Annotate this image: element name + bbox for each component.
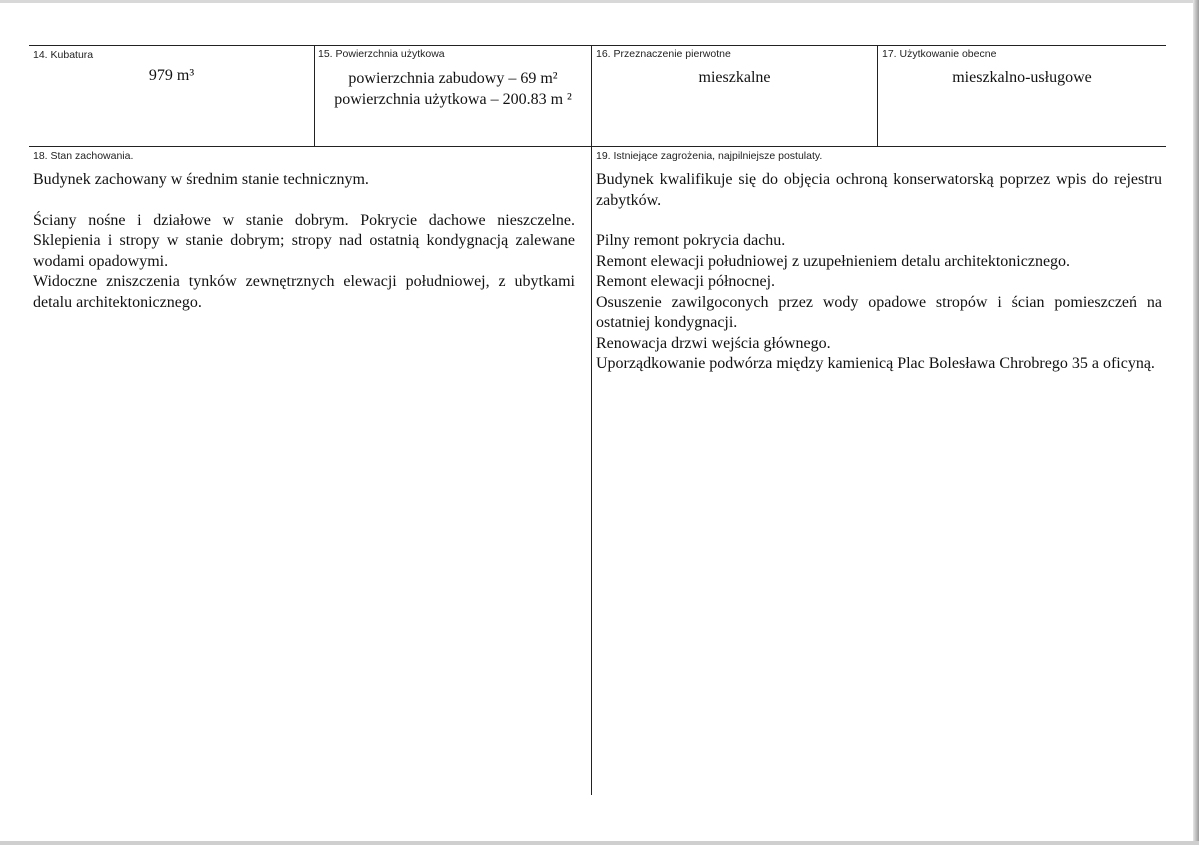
scan-edge-top <box>0 0 1199 3</box>
postulat-item: Uporządkowanie podwórza między kamienicą Plac Bolesława Chrobrego 35 a oficyną. <box>596 355 1155 372</box>
field-label-przeznaczenie: 16. Przeznaczenie pierwotne <box>596 48 731 60</box>
postulat-item: Remont elewacji północnej. <box>596 273 776 290</box>
powierzchnia-zabudowy: powierzchnia zabudowy – 69 m² <box>348 70 558 87</box>
postulat-item: Renowacja drzwi wejścia głównego. <box>596 334 831 352</box>
row-divider <box>29 146 1166 147</box>
column-divider-3 <box>877 45 878 147</box>
field-label-powierzchnia: 15. Powierzchnia użytkowa <box>318 48 445 60</box>
przeznaczenie-value: mieszkalne <box>698 69 771 86</box>
field-label-zagrozenia: 19. Istniejące zagrożenia, najpilniejsze postulaty. <box>596 150 823 162</box>
postulat-item: Osuszenie zawilgoconych przez wody opadowe stropów i ścian pomieszczeń na ostatniej kondygnacji. <box>596 293 1162 331</box>
table-top-border <box>29 45 1166 46</box>
uzytkowanie-value: mieszkalno-usługowe <box>952 69 1092 86</box>
field-label-stan-zachowania: 18. Stan zachowania. <box>33 150 134 162</box>
scan-edge-right <box>1193 0 1199 845</box>
field-label-uzytkowanie: 17. Użytkowanie obecne <box>882 48 997 60</box>
zagrozenia-text <box>596 170 1162 375</box>
postulat-item: Remont elewacji południowej z uzupełnieniem detalu architektonicznego. <box>596 252 1071 270</box>
kubatura-value: 979 m³ <box>148 67 195 84</box>
stan-paragraph-2: Ściany nośne i działowe w stanie dobrym. Pokrycie dachowe nieszczelne. Sklepienia i stropy w stanie dobrym; stropy nad ostatnią kondygnacją zalewane wodami opadowymi. <box>33 211 575 270</box>
stan-paragraph-1: Budynek zachowany w średnim stanie technicznym. <box>33 171 369 188</box>
field-label-kubatura: 14. Kubatura <box>33 49 94 61</box>
stan-paragraph-3: Widoczne zniszczenia tynków zewnętrznych elewacji południowej, z ubytkami detalu architektonicznego. <box>33 273 575 311</box>
column-divider-2 <box>591 45 592 795</box>
scan-edge-bottom <box>0 841 1199 845</box>
powierzchnia-uzytkowa: powierzchnia użytkowa – 200.83 m ² <box>334 91 572 108</box>
zagrozenia-paragraph-1: Budynek kwalifikuje się do objęcia ochroną konserwatorską poprzez wpis do rejestru zabytków. <box>596 171 1162 209</box>
postulat-item: Pilny remont pokrycia dachu. <box>596 232 786 249</box>
stan-zachowania-text <box>33 170 575 313</box>
